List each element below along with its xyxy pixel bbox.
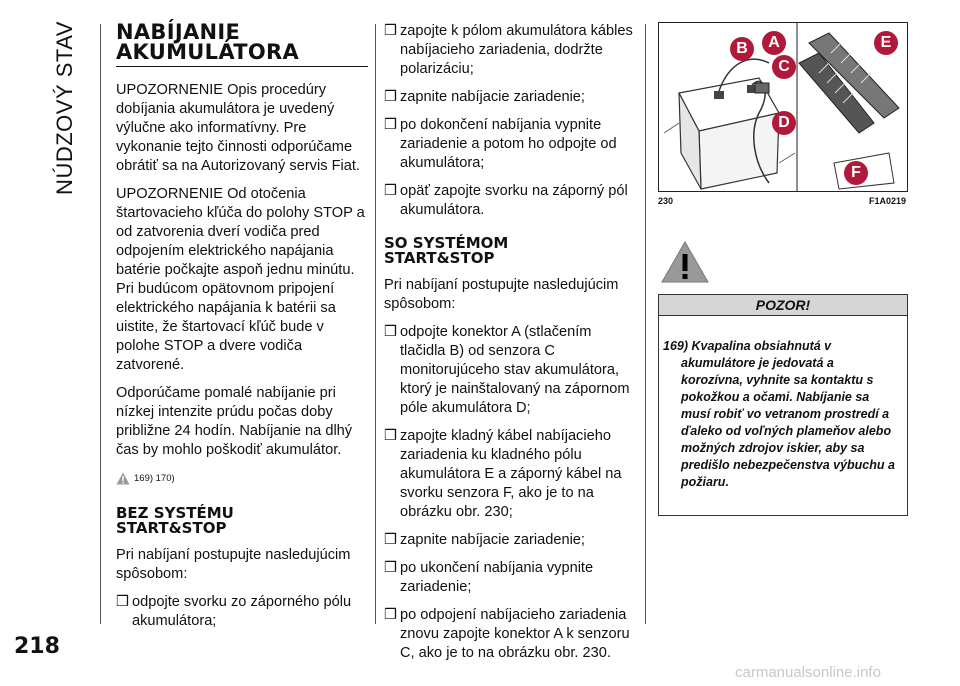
column-divider-left bbox=[100, 24, 101, 624]
checkbox-icon: ❒ bbox=[384, 117, 398, 133]
subsection-heading-line2: START&STOP bbox=[384, 249, 495, 267]
paragraph: UPOZORNENIE Opis procedúry dobíjania akumulátora je uvedený výlučne ako informatívny. Pre vykonanie tejto činnosti odporúčame obrátiť sa na Autorizovaný servis Fiat. bbox=[116, 82, 360, 174]
checkbox-icon: ❒ bbox=[384, 324, 398, 340]
paragraph: UPOZORNENIE Od otočenia štartovacieho kľúča do polohy STOP a od zatvorenia dverí vodiča pred odpojením elektrického napájania batérie počkajte aspoň jednu minútu. Pri budúcom opätovnom pripojení elektrického napájania k batérii sa uistite, že štartovací kľúč bude v polohe STOP a dvere vodiča zatvorené. bbox=[116, 186, 365, 373]
callout-b: B bbox=[730, 37, 754, 61]
section-heading-line1: NABÍJANIE bbox=[116, 20, 241, 44]
section-heading-line2: AKUMULÁTORA bbox=[116, 40, 300, 64]
list-item bbox=[384, 559, 640, 597]
list-item-text: zapnite nabíjacie zariadenie; bbox=[400, 532, 585, 548]
list-item-text: po odpojení nabíjacieho zariadenia znovu zapojte konektor A k senzoru C, ako je to na obrázku obr. 230. bbox=[400, 607, 630, 661]
list-item bbox=[116, 593, 368, 631]
warning-triangle-icon bbox=[116, 472, 130, 485]
warning-number: 169) bbox=[663, 339, 689, 353]
column-divider-right bbox=[645, 24, 646, 624]
figure-number: 230 bbox=[658, 196, 674, 206]
warning-reference-numbers: 169) 170) bbox=[134, 473, 175, 484]
list-item-text: zapojte k pólom akumulátora kábles nabíjacieho zariadenia, dodržte polarizáciu; bbox=[400, 23, 633, 77]
callout-a: A bbox=[762, 31, 786, 55]
figure-caption bbox=[658, 196, 906, 206]
callout-e: E bbox=[874, 31, 898, 55]
warning-reference bbox=[116, 469, 368, 488]
checkbox-icon: ❒ bbox=[384, 607, 398, 623]
list-item-text: odpojte svorku zo záporného pólu akumulátora; bbox=[132, 594, 352, 629]
paragraph: Pri nabíjaní postupujte nasledujúcim spôsobom: bbox=[384, 277, 619, 312]
list-item-text: po dokončení nabíjania vypnite zariadenie a potom ho odpojte od akumulátora; bbox=[400, 117, 617, 171]
column-2 bbox=[384, 22, 640, 672]
warning-rest: akumulátore je jedovatá a korozívna, vyhnite sa kontaktu s pokožkou a očami. Nabíjanie sa musí robiť vo vetranom prostredí a ďaleko od voľných plameňov alebo možných zdrojov iskier, aby sa predišlo nebezpečenstva výbuchu a požiaru. bbox=[681, 356, 895, 489]
checkbox-icon: ❒ bbox=[384, 560, 398, 576]
section-heading bbox=[116, 22, 368, 67]
list-item-text: zapnite nabíjacie zariadenie; bbox=[400, 89, 585, 105]
checkbox-icon: ❒ bbox=[384, 23, 398, 39]
page-number: 218 bbox=[14, 634, 60, 659]
figure-code: F1A0219 bbox=[868, 196, 906, 206]
subsection-heading bbox=[384, 236, 640, 266]
callout-c: C bbox=[772, 55, 796, 79]
subsection-heading-line1: SO SYSTÉMOM bbox=[384, 234, 509, 252]
checkbox-icon: ❒ bbox=[384, 428, 398, 444]
list-item bbox=[384, 116, 640, 173]
column-divider-mid bbox=[375, 24, 376, 624]
paragraph: Odporúčame pomalé nabíjanie pri nízkej intenzite prúdu počas doby približne 24 hodín. Nabíjanie na dlhý čas by mohlo poškodiť akumulátor. bbox=[116, 385, 353, 458]
list-item bbox=[384, 606, 640, 663]
subsection-heading bbox=[116, 506, 368, 536]
list-item-text: zapojte kladný kábel nabíjacieho zariadenia ku kladného pólu akumulátora E a záporný kábel na svorku senzora F, ako je to na obrázku obr. 230; bbox=[400, 428, 622, 520]
list-item bbox=[384, 182, 640, 220]
checkbox-icon: ❒ bbox=[384, 183, 398, 199]
warning-text bbox=[659, 316, 907, 491]
callout-d: D bbox=[772, 111, 796, 135]
section-tab bbox=[52, 21, 78, 195]
list-item bbox=[384, 22, 640, 79]
list-item bbox=[384, 323, 640, 418]
battery-figure bbox=[658, 22, 908, 192]
checkbox-icon: ❒ bbox=[384, 532, 398, 548]
list-item-text: opäť zapojte svorku na záporný pól akumulátora. bbox=[400, 183, 628, 218]
checkbox-icon: ❒ bbox=[384, 89, 398, 105]
subsection-heading-line2: START&STOP bbox=[116, 519, 227, 537]
section-tab-label: NÚDZOVÝ STAV bbox=[52, 21, 77, 195]
checkbox-icon: ❒ bbox=[116, 594, 130, 610]
list-item bbox=[384, 88, 640, 107]
list-item bbox=[384, 531, 640, 550]
list-item bbox=[384, 427, 640, 522]
warning-icon bbox=[660, 240, 710, 289]
warning-box bbox=[658, 294, 908, 516]
paragraph: Pri nabíjaní postupujte nasledujúcim spôsobom: bbox=[116, 547, 351, 582]
warning-first-line: Kvapalina obsiahnutá v bbox=[691, 339, 832, 353]
list-item-text: po ukončení nabíjania vypnite zariadenie; bbox=[400, 560, 594, 595]
watermark: carmanualsonline.info bbox=[735, 664, 881, 681]
callout-f: F bbox=[844, 161, 868, 185]
subsection-heading-line1: BEZ SYSTÉMU bbox=[116, 504, 234, 522]
list-item-text: odpojte konektor A (stlačením tlačidla B) od senzora C monitorujúceho stav akumulátora, ktorý je nainštalovaný na zápornom póle akumulátora D; bbox=[400, 324, 630, 416]
column-1 bbox=[116, 22, 368, 640]
warning-title: POZOR! bbox=[659, 295, 907, 316]
